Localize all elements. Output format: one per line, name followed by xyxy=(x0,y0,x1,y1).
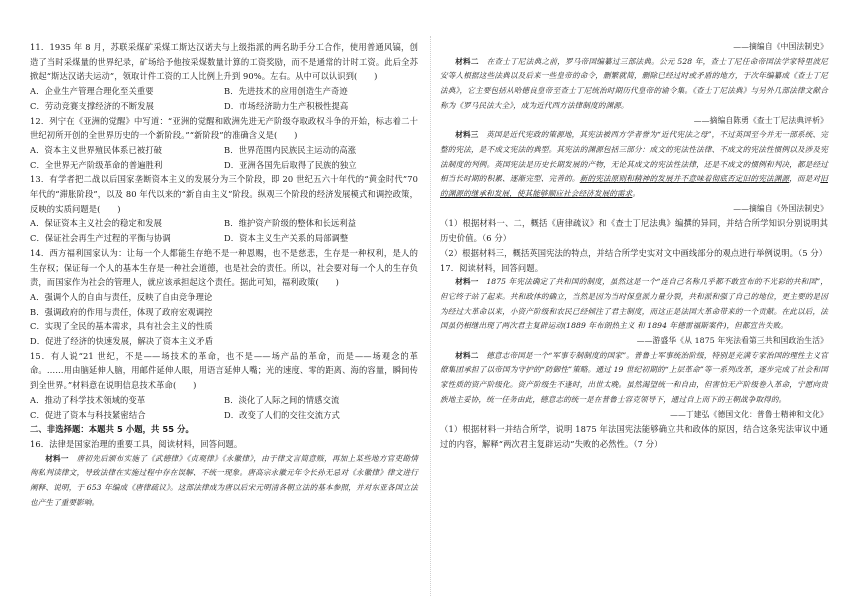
material-text: ，而是对 xyxy=(789,174,821,184)
underlined-text: 新的宪法原则和精神的发展并不意味着彻底否定旧的宪法渊源 xyxy=(579,174,790,184)
option-a: A．企业生产管理合理化至关重要 xyxy=(30,86,154,97)
options xyxy=(30,84,418,113)
question-17-stem: 17．阅读材料，回答问题。 xyxy=(440,262,544,273)
material-text: 在查士丁尼法典之前，罗马帝国编纂过三部法典。公元 528 年，查士丁尼任命帝国法学家特里波尼安等人根据这些法典以及后来一些皇帝的命令，删繁就简，删除已经过时或矛盾的地方，于次年编纂成《查士丁尼法典》，它主要包括从哈德良皇帝至查士丁尼统治时期历代皇帝的谕令集。《查士丁尼法典》与另外几部法律文献合称为《罗马民法大全》，成为近代西方法律制度的渊源。 xyxy=(440,56,828,110)
question-stem: 14．西方福利国家认为：让每一个人都能生存绝不是一种恩赐，也不是慈悲，生存是一种权利，是人的生存权；保证每一个人的基本生存是一种社会道德，也是社会的责任。所以，社会要对每一个人的生存负责，而国家作为社会的管理人，就应该承担起这个责任。据此可知，福利政策( ) xyxy=(30,247,418,288)
material-text: 英国是近代宪政的策源地，其宪法被西方学者誉为“近代宪法之母”，不过英国至今并无一部系统、完整的宪法，是不成文宪法的典型。其宪法的渊源包括三部分：成文的宪法性法律、不成文的宪法性惯例以及涉及宪法制度的判例。英国宪法是历史长期发展的产物，无论其成文的宪法性法律，还是不成文的惯例和判决，都是经过相当长时期的积累、逐渐完型、完善的。 xyxy=(440,130,828,184)
options xyxy=(30,143,418,172)
material-label: 材料三 xyxy=(455,130,479,140)
source-citation: ——摘编自《外国法制史》 xyxy=(733,203,828,213)
option-d: D．资本主义生产关系的局部调整 xyxy=(224,233,349,244)
material-text: 唐初先后颁布实施了《武德律》《贞观律》《永徽律》，由于律文言简意赅，再加上某些地方官吏勘情徇私判读律文，导致法律在实施过程中存在误解、不统一现象。唐高宗永徽元年令长孙无忌对《永徽律》律文进行阐释、说明，于 653 年编成《唐律疏议》。这部法律成为唐以后宋元明清各朝立法的基本参照，并对东亚各国立法也产生了重要影响。 xyxy=(30,453,418,507)
option-c: C．实现了全民的基本需求，具有社会主义的性质 xyxy=(30,321,213,332)
material-label: 材料一 xyxy=(45,453,69,463)
material-label: 材料二 xyxy=(455,56,479,66)
question-stem: 12．列宁在《亚洲的觉醒》中写道：“亚洲的觉醒和欧洲先进无产阶级夺取政权斗争的开始，标志着二十世纪初所开创的全世界历史的一个新阶段。”“新阶段”的准确含义是( ) xyxy=(30,115,418,141)
source-citation: ——丁建弘《德国文化：普鲁士精神和文化》 xyxy=(670,409,828,419)
subquestion-17-1: （1）根据材料一并结合所学，说明 1875 年法国宪法能够确立共和政体的原因，结合这条宪法审议中通过的内容，解释“两次君主复辟运动”失败的必然性。（7 分） xyxy=(440,424,828,449)
material-label: 材料一 xyxy=(455,277,479,287)
option-d: D．市场经济助力生产积极性提高 xyxy=(224,100,349,111)
source-citation: ——摘编自《中国法制史》 xyxy=(733,42,828,51)
question-stem: 16．法律是国家治理的重要工具，阅读材料，回答问题。 xyxy=(30,438,243,449)
option-c: C．保证社会再生产过程的平衡与协调 xyxy=(30,233,171,244)
source-citation: ——摘编自陈勇《查士丁尼法典评析》 xyxy=(693,115,828,125)
option-a: A．推动了科学技术领域的变革 xyxy=(30,394,146,405)
question-16 xyxy=(30,437,418,511)
option-a: A．强调个人的自由与责任，反映了自由竞争理论 xyxy=(30,291,213,302)
option-c: C．劳动竞赛支撑经济的不断发展 xyxy=(30,100,155,111)
option-c: C．全世界无产阶级革命的普遍胜利 xyxy=(30,159,163,170)
question-13 xyxy=(30,172,418,246)
option-b: B．淡化了人际之间的情感交流 xyxy=(224,394,340,405)
material-text: 德意志帝国是一个“军事专制制度的国家”。普鲁士军事统治阶级，特别是充满专家治国的理性主义官僚集团承担了以帝国为守护的“防御性”策略。通过 19 世纪初期的“上层革命”等一系列改革，逐步完成了社会和国家性质的资产阶级化。资产阶级生不逢时，出世太晚。虽然渴望统一和自由，但害怕无产阶级卷入革命，宁愿向贵族地主妥协，统一任务由此，德意志的统一是在普鲁士容克领导下，通过自上而下的王朝战争取得的。 xyxy=(440,350,828,404)
question-14 xyxy=(30,246,418,349)
question-stem: 15．有人说“21 世纪，不是——场技术的革命，也不是——场产品的革命，而是——场观念的革命。……用由脑延伸人脑，用邮件延伸人眼，用语言延伸人嘴；光的速度、零的距离、海的容量，瞬间传到全世界。”材料意在说明信息技术革命( ) xyxy=(30,350,418,391)
material-three xyxy=(440,128,828,202)
question-stem: 13．有学者把二战以后国家垄断资本主义的发展分为三个阶段，即 20 世纪五六十年代的“黄金时代”70 年代的“滞胀阶段”，以及 80 年代以来的“新自由主义”阶段。纵观三个阶段的经济发展模式和调控政策，反映的实质问题是( ) xyxy=(30,174,418,214)
option-b: B．维护资产阶级的整体和长远利益 xyxy=(224,218,357,229)
subquestion-16-2: （2）根据材料三，概括英国宪法的特点，并结合所学史实对文中画线部分的观点进行举例说明。（5 分） xyxy=(440,247,828,258)
underlined-text: 旧的渊源的继承和发展，使其能够顺应社会经济发展的需求 xyxy=(440,174,828,199)
option-d: D．促进了经济的快速发展，解决了资本主义矛盾 xyxy=(30,336,214,347)
option-a: A．保证资本主义社会的稳定和发展 xyxy=(30,218,163,229)
material-text: 1875 年宪法确定了共和国的制度，虽然这是一个“连自己名称几乎都不敢宣布的不光彩的共和国”，但它终于站了起来。共和政体的确立，当然是因为当时保皇派力量分裂，共和派和强了自己的地位，更主要的是因为经过大革命以来，小资产阶级和农民已经倾注了君主制度，而这正是法国大革命带来的一个贡献。在此以后，法国虽仍相继出现了两次君主复辟运动(1889 年布朗热主义 和 1894 年德雷福斯案件)，但都宣告失败。 xyxy=(440,277,829,331)
q17-material-one xyxy=(440,275,828,334)
option-d: D．亚洲各国先后取得了民族的独立 xyxy=(224,159,357,170)
source-citation: ——游盛华《从 1875 年宪法看第三共和国政治生活》 xyxy=(636,336,828,346)
question-11 xyxy=(30,40,418,114)
q17-material-two xyxy=(440,349,828,408)
question-12 xyxy=(30,114,418,173)
option-a: A．资本主义世界殖民体系已被打破 xyxy=(30,144,163,155)
question-stem: 11．1935 年 8 月，苏联采煤矿采煤工斯达汉诺夫与上级指派的两名助手分工合作，使用普通风镐，创造了当时采煤量的世界纪录，矿场给予他按采煤数量计算的工资奖励，而不是通常的计时工资。此后全苏掀起“斯达汉诺夫运动”，领取计件工资的工人比例上升到 90%。左右。从中可以认识到( ) xyxy=(30,42,418,82)
material-label: 材料二 xyxy=(455,350,479,360)
right-column xyxy=(440,40,828,452)
left-column xyxy=(30,40,418,511)
option-b: B．强调政府的作用与责任，体现了政府宏观调控 xyxy=(30,306,213,317)
subquestion-16-1: （1）根据材料一、二，概括《唐律疏议》和《查士丁尼法典》编撰的异同，并结合所学知识分别说明其历史价值。（6 分） xyxy=(440,218,828,244)
option-b: B．世界范围内民族民主运动的高涨 xyxy=(224,144,357,155)
option-b: B．先进技术的应用创造生产奇迹 xyxy=(224,86,348,97)
option-d: D．改变了人们的交往交流方式 xyxy=(224,409,340,420)
column-divider xyxy=(430,36,431,596)
options xyxy=(30,216,418,245)
material-two xyxy=(440,55,828,114)
option-c: C．促进了资本与科技紧密结合 xyxy=(30,409,146,420)
material-one xyxy=(30,452,418,511)
material-text: 。 xyxy=(632,189,641,199)
question-15 xyxy=(30,349,418,423)
section-heading: 二、非选择题：本题共 5 小题，共 55 分。 xyxy=(30,424,194,435)
options xyxy=(30,393,418,422)
